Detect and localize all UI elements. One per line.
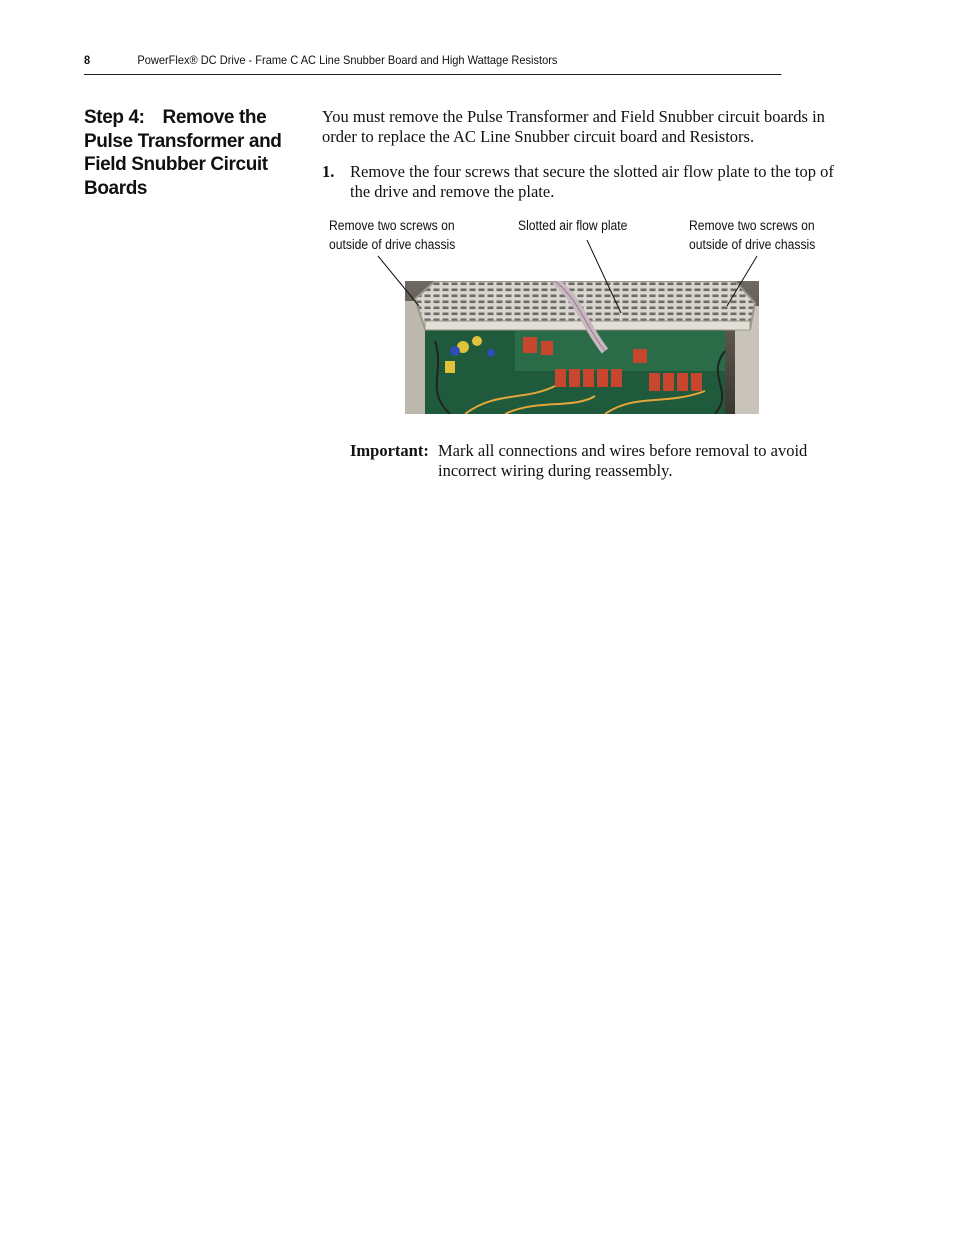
callout-left-line2: outside of drive chassis <box>329 237 456 252</box>
drive-photo-illustration <box>405 281 759 414</box>
callout-left-line1: Remove two screws on <box>329 218 455 233</box>
step-title: Remove the Pulse Transformer and Field Snubber Circuit Boards <box>84 107 282 199</box>
drive-photo <box>405 281 759 414</box>
list-item-number: 1. <box>322 162 335 181</box>
step-heading <box>84 106 314 200</box>
callout-right <box>689 216 815 254</box>
list-item-text: Remove the four screws that secure the slotted air flow plate to the top of the drive and remove the plate. <box>350 162 834 201</box>
step-label: Step 4: <box>84 107 145 128</box>
important-label: Important: <box>350 441 429 460</box>
running-title: PowerFlex® DC Drive - Frame C AC Line Snubber Board and High Wattage Resistors <box>137 53 558 67</box>
callout-left <box>329 216 455 254</box>
intro-paragraph: You must remove the Pulse Transformer and Field Snubber circuit boards in order to replace the AC Line Snubber circuit board and Resistors. <box>322 107 825 146</box>
important-text: Mark all connections and wires before removal to avoid incorrect wiring during reassembly. <box>438 441 808 480</box>
callout-right-line2: outside of drive chassis <box>689 237 816 252</box>
callout-right-line1: Remove two screws on <box>689 218 815 233</box>
callout-center: Slotted air flow plate <box>518 218 628 233</box>
page-number: 8 <box>84 53 91 67</box>
page-header <box>84 50 781 75</box>
